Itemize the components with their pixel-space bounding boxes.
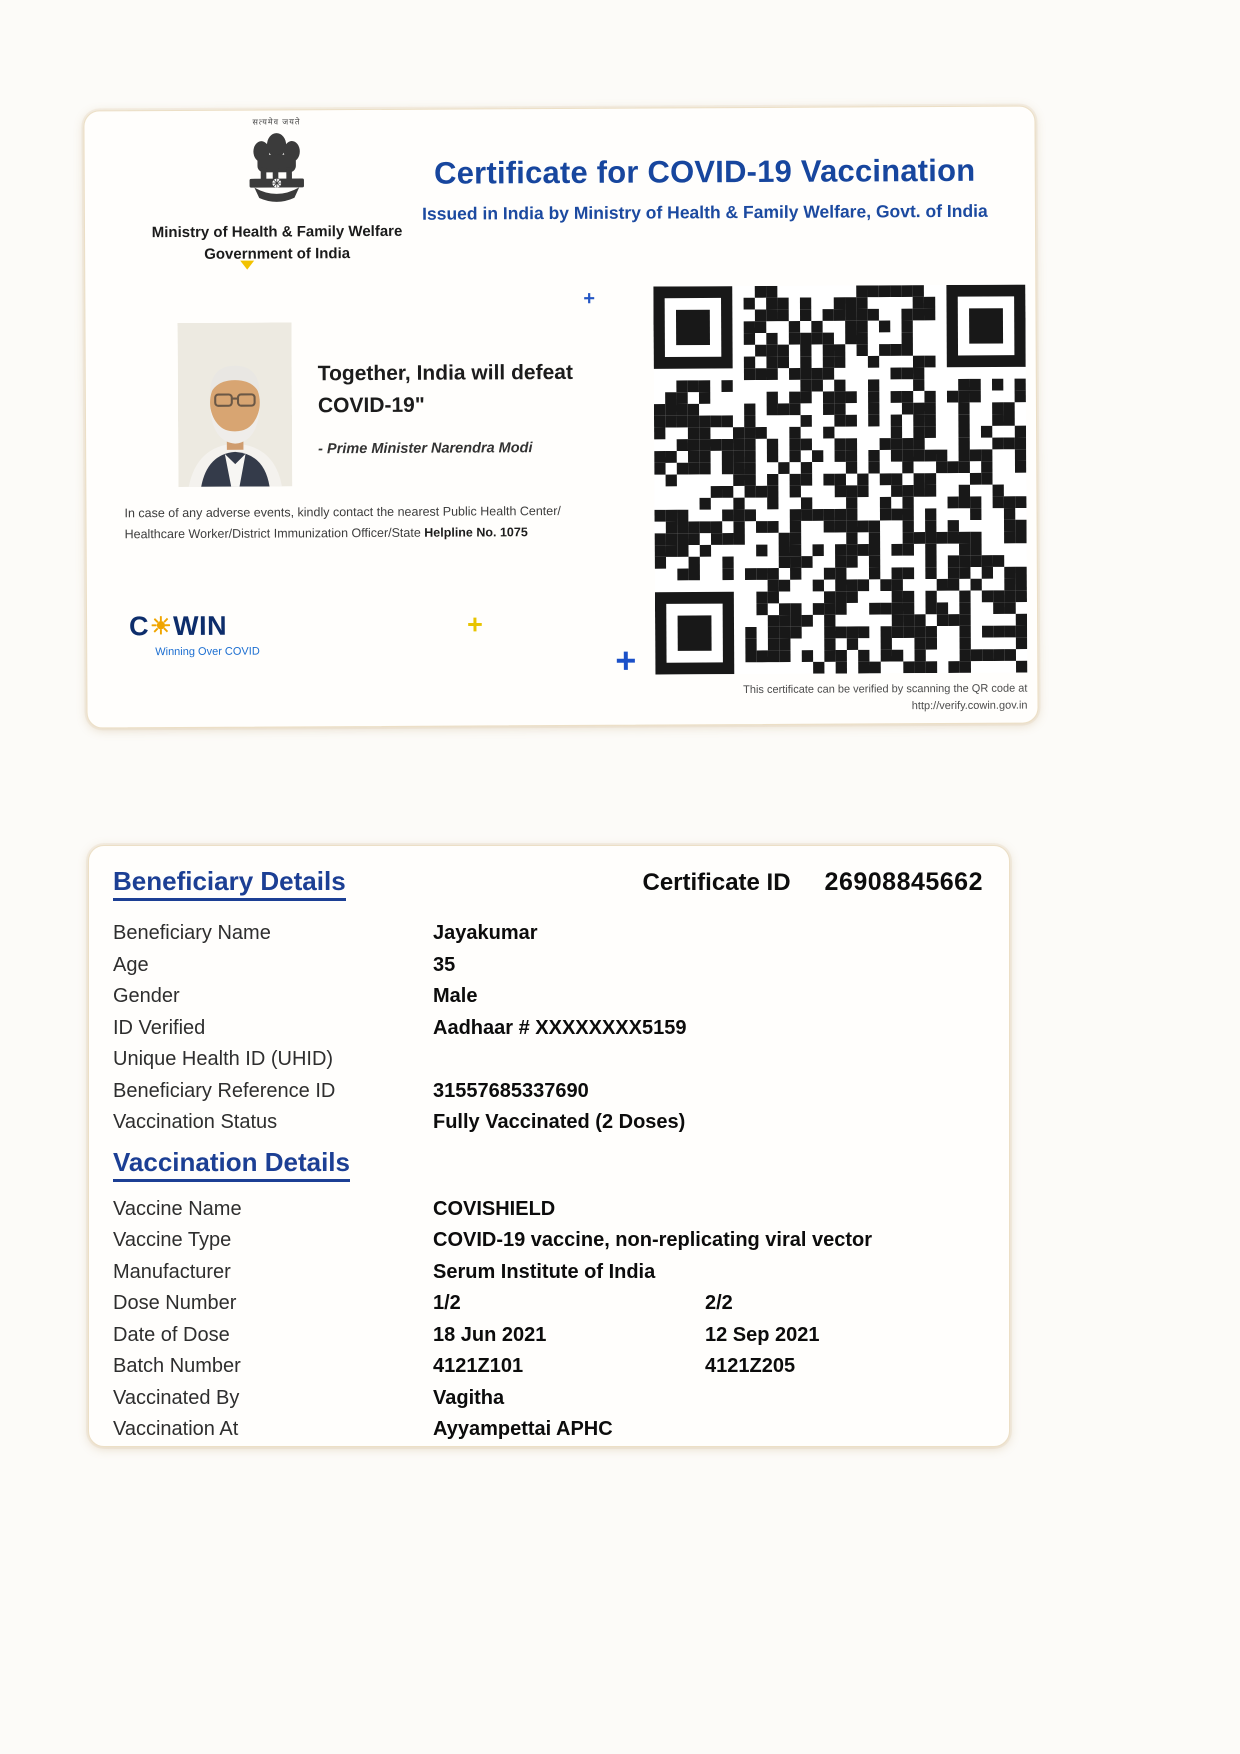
helpline-line2 <box>125 521 627 544</box>
field-value <box>433 1288 733 1320</box>
row-uhid <box>113 1044 1009 1076</box>
dose2-batch: 4121Z205 <box>705 1355 796 1377</box>
row-beneficiary-reference-id <box>113 1076 1009 1108</box>
field-label: Vaccine Name <box>113 1197 242 1220</box>
field-value <box>433 1320 820 1352</box>
field-label: Vaccinated By <box>113 1386 240 1409</box>
field-label: Vaccination At <box>113 1418 239 1440</box>
ministry-line1: Ministry of Health & Family Welfare <box>151 222 403 242</box>
certificate-id-block <box>643 868 984 897</box>
cowin-sun-icon <box>150 615 172 639</box>
quote-line1: Together, India will defeat <box>317 360 573 386</box>
certificate-details-card <box>88 845 1010 1447</box>
cowin-logo <box>129 611 260 643</box>
field-label: Dose Number <box>113 1292 237 1314</box>
certificate-id-value: 26908845662 <box>824 868 983 896</box>
row-batch-number <box>113 1351 1009 1383</box>
field-value: Jayakumar <box>433 922 538 944</box>
field-label: Batch Number <box>113 1355 241 1377</box>
qr-caption <box>565 681 1027 716</box>
field-value: COVID-19 vaccine, non-replicating viral vector <box>433 1229 873 1251</box>
row-gender <box>113 981 1009 1013</box>
helpline-line1: In case of any adverse events, kindly contact the nearest Public Health Center/ <box>124 504 561 521</box>
row-vaccination-status <box>113 1107 1009 1139</box>
quote-attribution: - Prime Minister Narendra Modi <box>318 440 533 458</box>
field-label: Beneficiary Name <box>113 922 271 944</box>
dose1-value: 1/2 <box>433 1292 461 1314</box>
field-label: Unique Health ID (UHID) <box>113 1048 334 1070</box>
qr-caption-line1: This certificate can be verified by scanning the QR code at <box>743 682 1028 697</box>
ministry-line2: Government of India <box>204 245 351 264</box>
qr-caption-line2: http://verify.cowin.gov.in <box>911 699 1028 712</box>
vaccination-rows <box>113 1194 1009 1446</box>
row-manufacturer <box>113 1257 1009 1289</box>
field-value: Serum Institute of India <box>433 1260 656 1283</box>
row-vaccine-type <box>113 1225 1009 1257</box>
field-label: Vaccine Type <box>113 1229 232 1251</box>
india-emblem-icon <box>237 202 317 219</box>
cowin-tagline: Winning Over COVID <box>155 645 260 659</box>
field-label: Age <box>113 953 149 976</box>
helpline-line2-prefix: Healthcare Worker/District Immunization Officer/State <box>124 525 425 541</box>
dose2-value: 2/2 <box>705 1292 733 1314</box>
certificate-header-card <box>83 106 1038 729</box>
field-label: Beneficiary Reference ID <box>113 1079 336 1102</box>
quote-block <box>318 357 651 458</box>
row-date-of-dose <box>113 1320 1009 1352</box>
helpline-text <box>124 501 626 545</box>
dose2-date: 12 Sep 2021 <box>705 1323 820 1346</box>
certificate-title: Certificate for COVID-19 Vaccination <box>434 152 976 191</box>
row-dose-number <box>113 1288 1009 1320</box>
plus-mark-yellow <box>467 611 483 638</box>
dose1-date: 18 Jun 2021 <box>433 1323 547 1346</box>
certificate-subtitle: Issued in India by Ministry of Health & Family Welfare, Govt. of India <box>422 200 988 224</box>
field-value: COVISHIELD <box>433 1197 556 1220</box>
field-label: ID Verified <box>113 1016 206 1039</box>
row-vaccine-name <box>113 1194 1009 1226</box>
cowin-logo-block <box>129 611 260 659</box>
row-id-verified <box>113 1013 1009 1045</box>
field-label: Vaccination Status <box>113 1111 278 1133</box>
field-value: Male <box>433 985 478 1007</box>
field-value <box>433 1351 795 1383</box>
field-value: Ayyampettai APHC <box>433 1418 613 1440</box>
field-label: Manufacturer <box>113 1260 231 1283</box>
row-beneficiary-name <box>113 918 1009 950</box>
field-value: 35 <box>433 953 456 976</box>
field-value: Vagitha <box>433 1386 505 1409</box>
plus-mark-blue-small <box>583 289 595 309</box>
helpline-number: Helpline No. 1075 <box>424 524 528 540</box>
beneficiary-details-heading: Beneficiary Details <box>113 866 346 901</box>
field-label: Date of Dose <box>113 1323 230 1346</box>
beneficiary-heading-row <box>113 866 1009 906</box>
emblem-motto: सत्यमेव जयते <box>252 117 301 127</box>
cowin-c: C <box>129 611 150 642</box>
field-value: Fully Vaccinated (2 Doses) <box>433 1111 686 1133</box>
field-label: Gender <box>113 985 180 1007</box>
yellow-triangle-mark <box>240 261 254 270</box>
cowin-win: WIN <box>173 610 228 642</box>
field-value: 31557685337690 <box>433 1079 589 1102</box>
row-vaccinated-by <box>113 1383 1009 1415</box>
plus-mark-blue-large <box>615 643 636 679</box>
title-block <box>383 153 1027 225</box>
dose1-batch: 4121Z101 <box>433 1355 524 1377</box>
field-value: Aadhaar # XXXXXXXX5159 <box>433 1016 687 1039</box>
beneficiary-rows <box>113 918 1009 1139</box>
pm-photo <box>178 322 293 487</box>
row-age <box>113 950 1009 982</box>
qr-code <box>653 285 1027 675</box>
certificate-id-label: Certificate ID <box>642 869 791 896</box>
quote-line2: COVID-19" <box>317 393 425 417</box>
row-vaccination-at <box>113 1414 1009 1446</box>
vaccination-details-heading: Vaccination Details <box>113 1147 350 1182</box>
vaccination-heading-row <box>113 1147 1009 1182</box>
